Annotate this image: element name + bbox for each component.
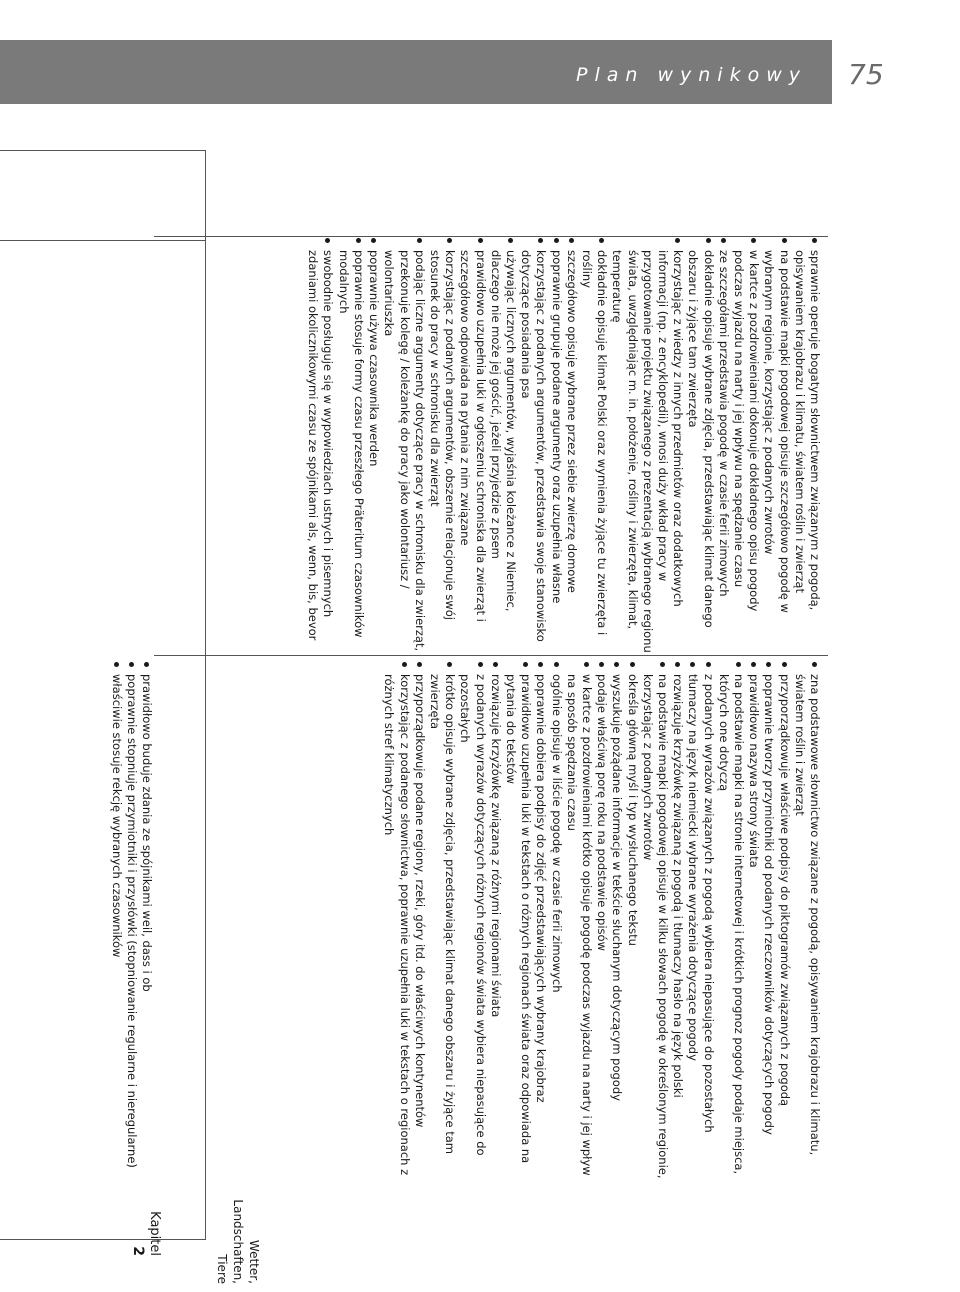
list-item: sprawnie operuje bogatym słownictwem związanym z pogodą, opisywaniem krajobrazu i klimatu, światem roślin i zwierząt — [792, 236, 822, 656]
list-item: szczegółowo opisuje wybrane przez siebie zwierzę domowe — [564, 236, 579, 656]
list-item: ogólnie opisuje w liście pogodę w czasie ferii zimowych — [548, 660, 563, 1180]
bullet-list — [108, 660, 154, 1180]
topic-line: Tiere — [215, 1254, 229, 1284]
page-number: 75 — [848, 58, 884, 91]
list-item: prawidłowo uzupełnia luki w ogłoszeniu schroniska dla zwierząt i szczegółowo odpowiada na pytania z nim związane — [457, 236, 487, 656]
topic-line: Landschaften, — [231, 1199, 245, 1284]
topic-line: Wetter, — [247, 1239, 261, 1284]
list-item: poprawnie stosuje formy czasu przeszłego Präteritum czasowników modalnych — [336, 236, 366, 656]
list-item: tłumaczy na język niemiecki wybrane wyrażenia dotyczące pogody — [685, 660, 700, 1180]
list-item: wyszukuje pożądane informacje w tekście słuchanym dotyczącym pogody — [609, 660, 624, 1180]
bullet-list — [305, 236, 822, 656]
list-item: poprawnie tworzy przymiotniki od podanych rzeczowników dotyczących pogody — [761, 660, 776, 1180]
list-item: poprawnie grupuje podane argumenty oraz uzupełnia własne — [548, 236, 563, 656]
list-item: prawidłowo nazywa strony świata — [746, 660, 761, 1180]
list-item: ze szczegółami przedstawia pogodę w czasie ferii zimowych — [716, 236, 731, 656]
list-item: na podstawie mapki pogodowej opisuje szczegółowo pogodę w wybranym regionie, korzystając z podanych zwrotów — [761, 236, 791, 656]
list-item: poprawnie dobiera podpisy do zdjęć przedstawiających wybrany krajobraz — [533, 660, 548, 1180]
list-item: na podstawie mapki pogodowej opisuje w kilku słowach pogodę w określonym regionie, korzystając z podanych zwrotów — [640, 660, 670, 1180]
topic-cell — [204, 1172, 268, 1292]
list-item: podaje właściwą porę roku na podstawie opisów — [594, 660, 609, 1180]
list-item: zna podstawowe słownictwo związane z pogodą, opisywaniem krajobrazu i klimatu, światem roślin i zwierząt — [792, 660, 822, 1180]
chapter-label: Kapitel — [147, 1211, 162, 1256]
basic-requirements-main — [202, 660, 822, 1180]
basic-requirements-top — [106, 660, 154, 1180]
list-item: przyporządkowuje podane regiony, rzeki, góry itd. do właściwych kontynentów — [412, 660, 427, 1180]
list-item: poprawnie stopniuje przymiotniki i przysłówki (stopniowanie regularne i nieregularne) — [124, 660, 139, 1180]
list-item: prawidłowo uzupełnia luki w tekstach o różnych regionach świata oraz odpowiada na pytania do tekstów — [503, 660, 533, 1180]
list-item: z podanych wyrazów dotyczących różnych regionów świata wybiera niepasujące do pozostałych — [457, 660, 487, 1180]
chapter-number: 2 — [130, 1246, 146, 1256]
list-item: korzystając z podanych argumentów, przedstawia swoje stanowisko dotyczące posiadania psa — [518, 236, 548, 656]
list-item: w kartce z pozdrowieniami dokonuje dokładnego opisu pogody podczas wyjazdu na narty i jej wpływu na spędzanie czasu — [731, 236, 761, 656]
table-frame — [0, 150, 206, 1240]
list-item: prawidłowo buduje zdania ze spójnikami weil, dass i ob — [139, 660, 154, 1180]
list-item: rozwiązuje krzyżówkę związaną z różnymi regionami świata — [488, 660, 503, 1180]
list-item: swobodnie posługuje się w wypowiedziach ustnych i pisemnych zdaniami okolicznikowymi czasu ze spójnikami als, wenn, bis, bevor — [305, 236, 335, 656]
list-item: podając liczne argumenty dotyczące pracy w schronisku dla zwierząt, przekonuje kolegę / koleżankę do pracy jako wolontariusz / wolontariuszka — [381, 236, 427, 656]
extended-requirements — [202, 236, 822, 656]
list-item: w kartce z pozdrowieniami krótko opisuje pogodę podczas wyjazdu na narty i jej wpływ na sposób spędzania czasu — [564, 660, 594, 1180]
list-item: krótko opisuje wybrane zdjęcia, przedstawiając klimat danego obszaru i żyjące tam zwierzęta — [427, 660, 457, 1180]
list-item: używając licznych argumentów, wyjaśnia koleżance z Niemiec, dlaczego nie może jej gościć, jeżeli przyjedzie z psem — [488, 236, 518, 656]
list-item: rozwiązuje krzyżówkę związaną z pogodą i tłumaczy hasło na język polski — [670, 660, 685, 1180]
bullet-list — [381, 660, 822, 1180]
list-item: właściwie stosuje rekcję wybranych czasowników — [108, 660, 123, 1180]
list-item: dokładnie opisuje wybrane zdjęcia, przedstawiając klimat danego obszaru i żyjące tam zwierzęta — [685, 236, 715, 656]
list-item: korzystając z podanych argumentów, obszernie relacjonuje swój stosunek do pracy w schronisku dla zwierząt — [427, 236, 457, 656]
list-item: korzystając z podanego słownictwa, poprawnie uzupełnia luki w tekstach o regionach z różnych stref klimatycznych — [381, 660, 411, 1180]
list-item: określa główną myśl i typ wysłuchanego tekstu — [624, 660, 639, 1180]
list-item: przyporządkowuje właściwe podpisy do piktogramów związanych z pogodą — [776, 660, 791, 1180]
list-item: z podanych wyrazów związanych z pogodą wybiera niepasujące do pozostałych — [700, 660, 715, 1180]
list-item: na podstawie mapki na stronie internetowej i krótkich prognoz pogody podaje miejsca, których one dotyczą — [716, 660, 746, 1180]
page-header-title: Plan wynikowy — [576, 64, 807, 86]
chapter-cell — [100, 1172, 170, 1262]
list-item: poprawnie używa czasownika werden — [366, 236, 381, 656]
list-item: dokładnie opisuje klimat Polski oraz wymienia żyjące tu zwierzęta i rośliny — [579, 236, 609, 656]
list-item: korzystając z wiedzy z innych przedmiotów oraz dodatkowych informacji (np. z encyklopedii), wnosi duży wkład pracy w przygotowanie projektu związanego z prezentacją wybranego regionu świata, uwzględniając m. in. położenie, rośliny i zwierzęta, klimat, temperaturę — [609, 236, 685, 656]
